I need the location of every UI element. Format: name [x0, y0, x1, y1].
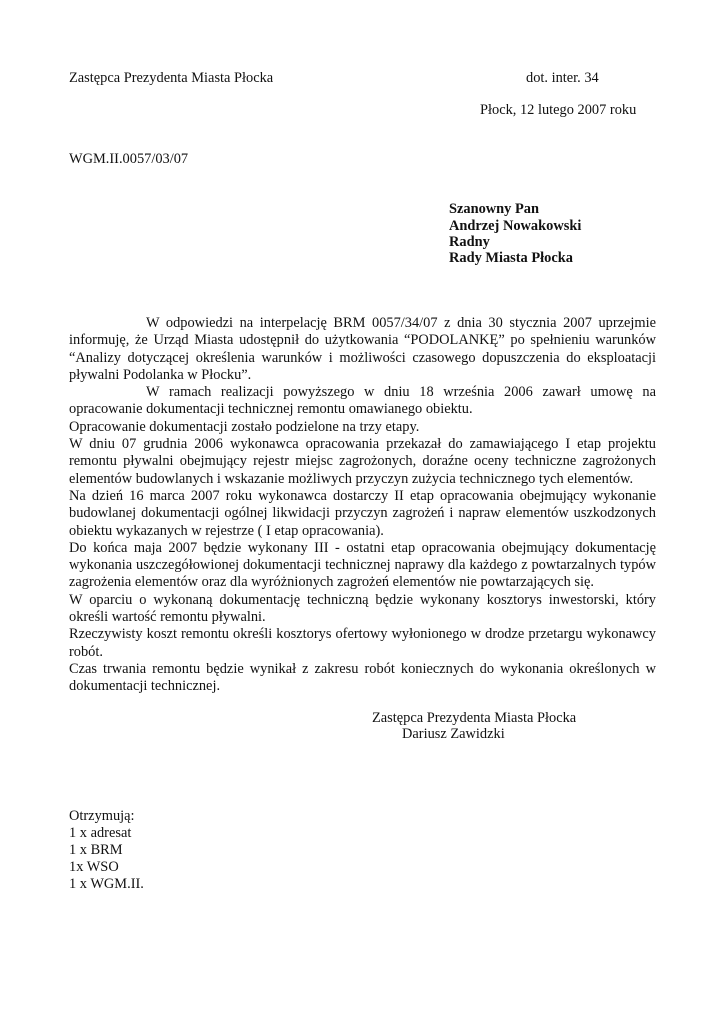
distribution-item: 1x WSO: [69, 859, 119, 875]
body-paragraph: Czas trwania remontu będzie wynikał z zakresu robót koniecznych do wykonania określonych w dokumentacji technicznej.: [69, 660, 656, 695]
recipient-council: Rady Miasta Płocka: [449, 250, 573, 266]
body-paragraph: Do końca maja 2007 będzie wykonany III - ostatni etap opracowania obejmujący dokumentację wykonania uszczegółowionej dokumentacji technicznej naprawy dla każdego z powtarzalnych typów zagrożenia elementów oraz dla wyróżnionych zagrożeń elementów nie powtarzających się.: [69, 539, 656, 591]
body-paragraph: W odpowiedzi na interpelację BRM 0057/34/07 z dnia 30 stycznia 2007 uprzejmie informuję, że Urząd Miasta udostępnił do użytkowania “PODOLANKĘ” po spełnieniu warunków “Analizy dotyczącej określenia warunków i możliwości czasowego dopuszczenia do eksploatacji pływalni Podolanka w Płocku”.: [69, 315, 656, 383]
body-paragraph: W ramach realizacji powyższego w dniu 18 września 2006 zawarł umowę na opracowanie dokumentacji technicznej remontu omawianego obiektu.: [69, 384, 656, 418]
sender-title: Zastępca Prezydenta Miasta Płocka: [69, 70, 274, 86]
distribution-item: 1 x BRM: [69, 842, 123, 858]
signatory-name: Dariusz Zawidzki: [402, 726, 505, 742]
body-paragraph: W dniu 07 grudnia 2006 wykonawca opracowania przekazał do zamawiającego I etap projektu remontu pływalni obejmujący rejestr miejsc zagrożonych, doraźne oceny techniczne zagrożonych elementów budowlanych i wskazanie możliwych przyczyn zużycia technicznego tych elementów.: [69, 436, 656, 487]
recipient-role: Radny: [449, 234, 490, 250]
recipient-name: Andrzej Nowakowski: [449, 218, 582, 234]
distribution-heading: Otrzymują:: [69, 808, 135, 824]
body-paragraph: Na dzień 16 marca 2007 roku wykonawca dostarczy II etap opracowania obejmujący wykonanie budowlanej dokumentacji ogólnej likwidacji przyczyn zagrożeń i napraw elementów uszkodzonych obiektu wykazanych w rejestrze ( I etap opracowania).: [69, 487, 656, 539]
body-paragraph: Rzeczywisty koszt remontu określi kosztorys ofertowy wyłonionego w drodze przetargu wykonawcy robót.: [69, 626, 656, 660]
place-and-date: Płock, 12 lutego 2007 roku: [480, 102, 637, 118]
distribution-item: 1 x adresat: [69, 825, 132, 841]
signatory-title: Zastępca Prezydenta Miasta Płocka: [372, 710, 577, 726]
body-paragraph: W oparciu o wykonaną dokumentację techniczną będzie wykonany kosztorys inwestorski, który określi wartość remontu pływalni.: [69, 591, 656, 626]
case-number: WGM.II.0057/03/07: [69, 151, 189, 167]
interpellation-reference: dot. inter. 34: [526, 70, 599, 86]
distribution-list: [69, 808, 144, 893]
body-paragraph: Opracowanie dokumentacji zostało podzielone na trzy etapy.: [69, 418, 420, 435]
recipient-salutation: Szanowny Pan: [449, 201, 539, 217]
distribution-item: 1 x WGM.II.: [69, 876, 144, 892]
letter-body: [69, 315, 656, 696]
